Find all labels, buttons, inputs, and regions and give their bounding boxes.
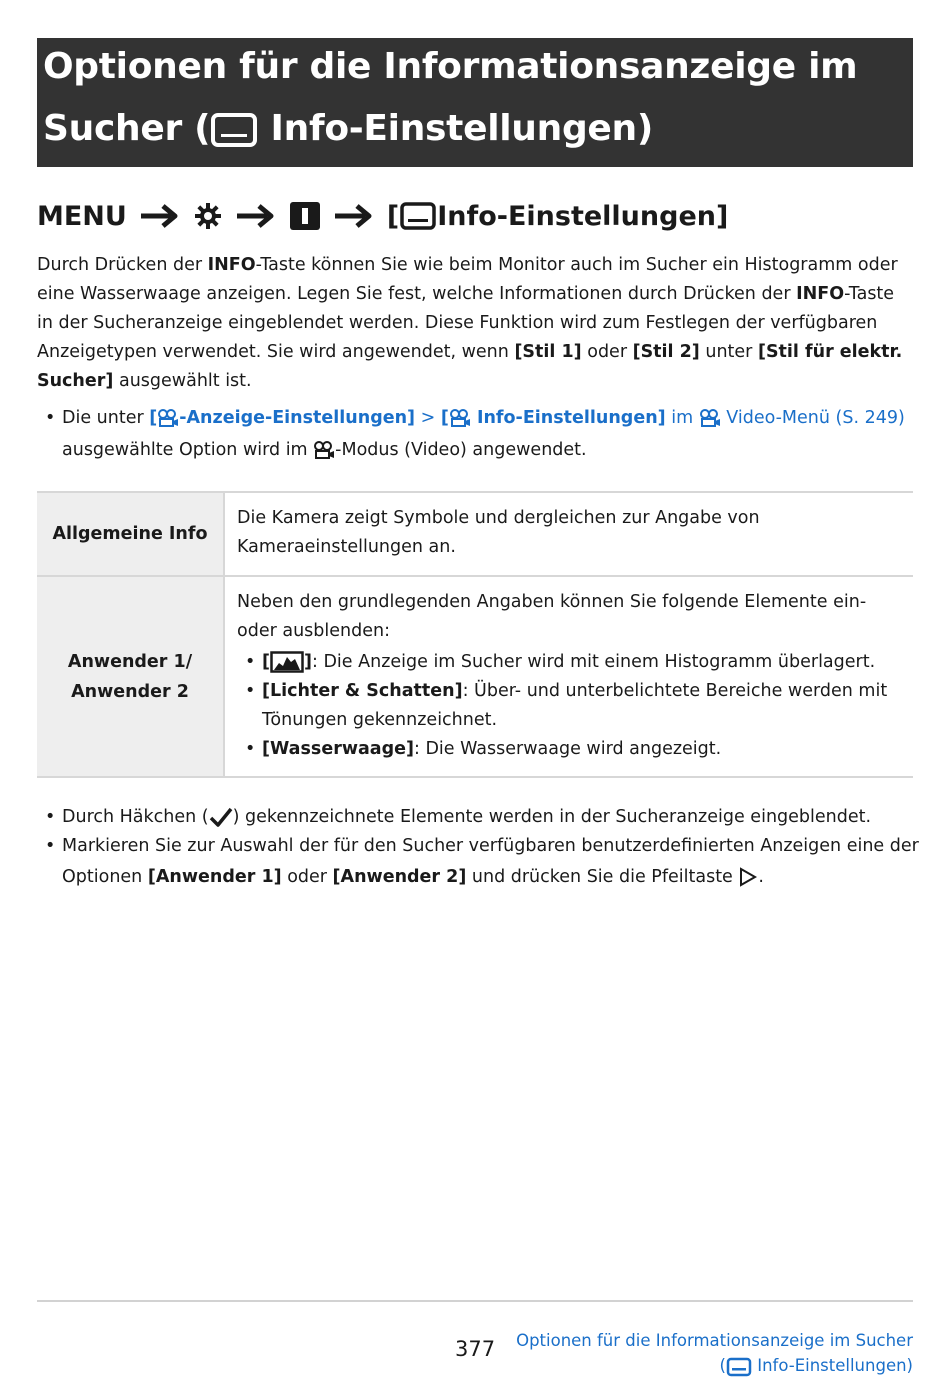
- tip-item: • Durch Häkchen ( ) gekennzeichnete Elemente werden in der Sucheranzeige eingeblendet.: [45, 807, 872, 827]
- viewfinder-icon: [726, 1357, 752, 1377]
- list-item: • [ ]: Die Anzeige im Sucher wird mit einem Histogramm überlagert.: [245, 651, 876, 672]
- viewfinder-icon: [210, 112, 258, 148]
- table-row: [37, 576, 913, 777]
- link-info-settings[interactable]: [ Info-Einstellungen]: [440, 408, 666, 428]
- movie-camera-icon: [449, 408, 471, 428]
- arrow-right-icon: [235, 202, 277, 230]
- row-header: Anwender 1/ Anwender 2: [37, 576, 224, 777]
- menu-label: MENU: [37, 200, 127, 232]
- row-header: Allgemeine Info: [37, 492, 224, 576]
- viewfinder-icon: [399, 201, 437, 231]
- page-title-line-2: Sucher ( Info-Einstellungen): [43, 108, 654, 149]
- intro-paragraph: Durch Drücken der INFO-Taste können Sie wie beim Monitor auch im Sucher ein Histogramm oder eine Wasserwaage anzeigen. Legen Sie fest, welche Informationen durch Drücken der INFO-Taste in der Sucheranzeige eingeblendet werden. Diese Funktion wird zum Festlegen der verfügbaren Anzeigetypen verwendet. Sie wird angewendet, wenn [Stil 1] oder [Stil 2] unter [Stil für elektr. Sucher] ausgewählt ist.: [37, 255, 903, 391]
- movie-camera-icon: [313, 440, 335, 460]
- link-video-menu[interactable]: Video-Menü (S. 249): [699, 408, 905, 428]
- page-number: 377: [455, 1337, 496, 1361]
- footer-divider: [37, 1300, 913, 1302]
- list-item: • [Wasserwaage]: Die Wasserwaage wird angezeigt.: [245, 738, 722, 759]
- footer-section-link[interactable]: Optionen für die Informationsanzeige im Sucher ( Info-Einstellungen): [516, 1331, 913, 1375]
- menu-open-bracket: [: [386, 200, 400, 232]
- row-description: Die Kamera zeigt Symbole und dergleichen zur Angabe von Kameraeinstellungen an.: [224, 492, 913, 576]
- checkmark-icon: [209, 806, 233, 828]
- arrow-key-right-icon: [738, 867, 758, 887]
- table-row: [37, 492, 913, 576]
- options-table: [37, 491, 913, 778]
- movie-camera-icon: [699, 408, 721, 428]
- list-item: • [Lichter & Schatten]: Über- und unterbelichtete Bereiche werden mit Tönungen gekennzeichnet.: [245, 680, 888, 730]
- page-title-line-1: Optionen für die Informationsanzeige im: [43, 46, 858, 87]
- row-description: Neben den grundlegenden Angaben können Sie folgende Elemente ein- oder ausblenden: • [ ]: Die Anzeige im Sucher wird mit einem Histogramm überlagert. • [Lichter & Schatten]: Über- und unterbelichtete Bereiche werden mit Tönungen gekennzeichnet. • [Wasserwaage]: Die Wasserwaage wird angezeigt.: [224, 576, 913, 777]
- histogram-icon: [270, 651, 304, 673]
- menu-path: [37, 196, 728, 236]
- menu-item-label: Info-Einstellungen]: [437, 200, 729, 232]
- gear-icon: [193, 201, 223, 231]
- arrow-right-icon: [333, 202, 375, 230]
- link-video-display-settings[interactable]: [ -Anzeige-Einstellungen]: [149, 408, 416, 428]
- page-title: [37, 38, 913, 167]
- custom-menu-tab-icon: [289, 201, 321, 231]
- tip-item: • Markieren Sie zur Auswahl der für den Sucher verfügbaren benutzerdefinierten Anzeigen eine der Optionen [Anwender 1] oder [Anwender 2] und drücken Sie die Pfeiltaste .: [45, 836, 919, 887]
- arrow-right-icon: [139, 202, 181, 230]
- video-note: • Die unter [ -Anzeige-Einstellungen] > [ Info-Einstellungen] im Video-Menü (S. 249) ausgewählte Option wird im -Modus (Video) angewendet.: [45, 408, 905, 460]
- movie-camera-icon: [157, 408, 179, 428]
